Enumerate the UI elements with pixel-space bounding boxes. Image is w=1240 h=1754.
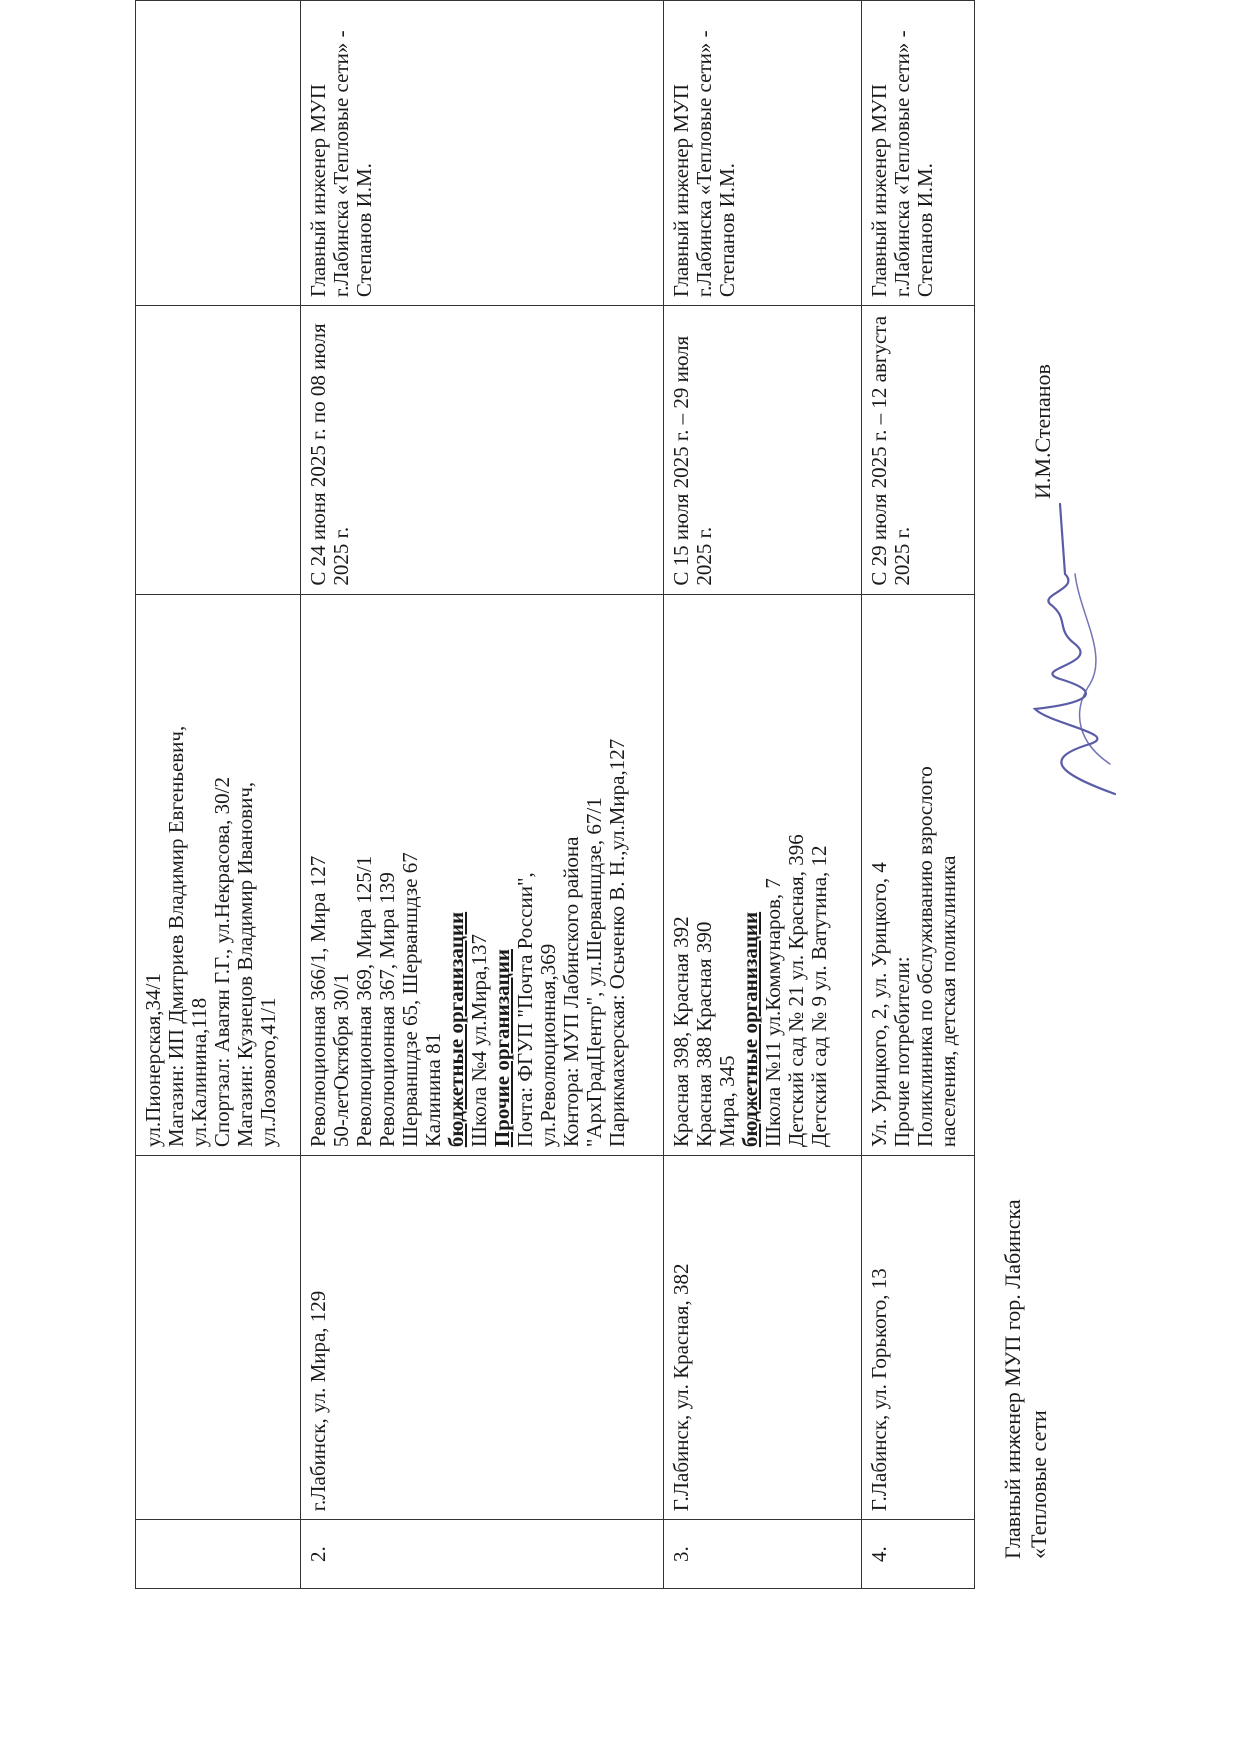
footer-signatory-title [1000, 959, 1052, 1559]
consumers-cell [301, 594, 664, 1156]
consumer-line: Спортзал: Авагян Г.Г., ул.Некрасова, 30/2 [210, 777, 234, 1148]
signer-name: И.М.Степанов [1030, 364, 1055, 499]
outage-period-cell [136, 306, 301, 595]
consumer-line: Красная 388 Красная 390 [692, 921, 716, 1148]
responsible-person-cell [136, 1, 301, 306]
consumer-line: бюджетные организации [444, 911, 468, 1148]
consumer-line: бюджетные организации [738, 911, 762, 1148]
consumer-line: Калинина 81 [421, 1032, 445, 1148]
maintenance-schedule-table [135, 0, 975, 1589]
consumers-cell [136, 594, 301, 1156]
heat-source-address-cell: Г.Лабинск, ул. Красная, 382 [664, 1156, 862, 1520]
consumer-line: 50-летОктября 30/1 [329, 973, 353, 1148]
consumer-line: ул.Революционная,369 [536, 943, 560, 1148]
handwritten-signature [1020, 474, 1130, 804]
responsible-person-cell: Главный инженер МУП г.Лабинска «Тепловые сети» - Степанов И.М. [862, 1, 975, 306]
outage-period-cell: С 29 июля 2025 г. – 12 августа 2025 г. [862, 306, 975, 595]
footer-title-line1: Главный инженер МУП гор. Лабинска [1000, 1199, 1025, 1559]
consumer-line: Красная 398, Красная 392 [669, 916, 693, 1148]
heat-source-address-cell [136, 1156, 301, 1520]
consumer-line: Школа №4 ул.Мира,137 [467, 933, 491, 1148]
footer-title-line2: «Тепловые сети [1026, 1410, 1051, 1559]
table-row [136, 1, 301, 1589]
heat-source-address-cell: г.Лабинск, ул. Мира, 129 [301, 1156, 664, 1520]
consumer-line: населения, детская поликлиника [936, 855, 960, 1148]
consumer-line: Школа №11 ул.Коммунаров, 7 [761, 878, 785, 1148]
consumer-line: ул.Пионерская,34/1 [141, 973, 165, 1148]
consumer-line: Магазин: Кузнецов Владимир Иванович, [233, 781, 257, 1148]
heat-source-address-cell: Г.Лабинск, ул. Горького, 13 [862, 1156, 975, 1520]
responsible-person-cell: Главный инженер МУП г.Лабинска «Тепловые сети» - Степанов И.М. [301, 1, 664, 306]
consumer-line: Революционная 367, Мира 139 [375, 872, 399, 1148]
consumer-line: Контора: МУП Лабинского района [559, 836, 583, 1148]
consumer-line: Прочие потребители: [890, 956, 914, 1148]
consumers-cell [664, 594, 862, 1156]
consumer-line: Революционная 369, Мира 125/1 [352, 855, 376, 1148]
outage-period-cell: С 24 июня 2025 г. по 08 июля 2025 г. [301, 306, 664, 595]
consumer-line: "АрхГрадЦентр", ул.Шерваншдзе, 67/1 [582, 797, 606, 1148]
schedule-table-body [136, 1, 975, 1589]
consumer-line: Детский сад № 21 ул. Красная, 396 [784, 834, 808, 1148]
consumer-line: Парикмахерская: Осьченко В. Н.,ул.Мира,127 [605, 738, 629, 1148]
row-number-cell: 2. [301, 1520, 664, 1589]
consumer-line: Ул. Урицкого, 2, ул. Урицкого, 4 [867, 862, 891, 1148]
row-number-cell [136, 1520, 301, 1589]
consumer-line: Магазин: ИП Дмитриев Владимир Евгеньевич, [164, 725, 188, 1148]
consumer-line: Детский сад № 9 ул. Ватутина, 12 [807, 845, 831, 1148]
consumer-line: Шерваншдзе 65, Шерваншдзе 67 [398, 852, 422, 1148]
consumer-line: Прочие организации [490, 949, 514, 1148]
consumer-line: Революционная 366/1, Мира 127 [306, 855, 330, 1148]
consumer-line: Мира, 345 [715, 1055, 739, 1148]
consumer-line: ул.Лозового,41/1 [256, 997, 280, 1148]
table-row [301, 1, 664, 1589]
row-number-cell: 3. [664, 1520, 862, 1589]
table-row [862, 1, 975, 1589]
row-number-cell: 4. [862, 1520, 975, 1589]
consumer-line: Поликлиника по обслуживанию взрослого [913, 766, 937, 1148]
consumer-line: Почта: ФГУП "Почта России", [513, 872, 537, 1148]
responsible-person-cell: Главный инженер МУП г.Лабинска «Тепловые сети» - Степанов И.М. [664, 1, 862, 306]
consumer-line: ул.Калинина,118 [187, 997, 211, 1148]
outage-period-cell: С 15 июля 2025 г. – 29 июля 2025 г. [664, 306, 862, 595]
table-row [664, 1, 862, 1589]
consumers-cell [862, 594, 975, 1156]
